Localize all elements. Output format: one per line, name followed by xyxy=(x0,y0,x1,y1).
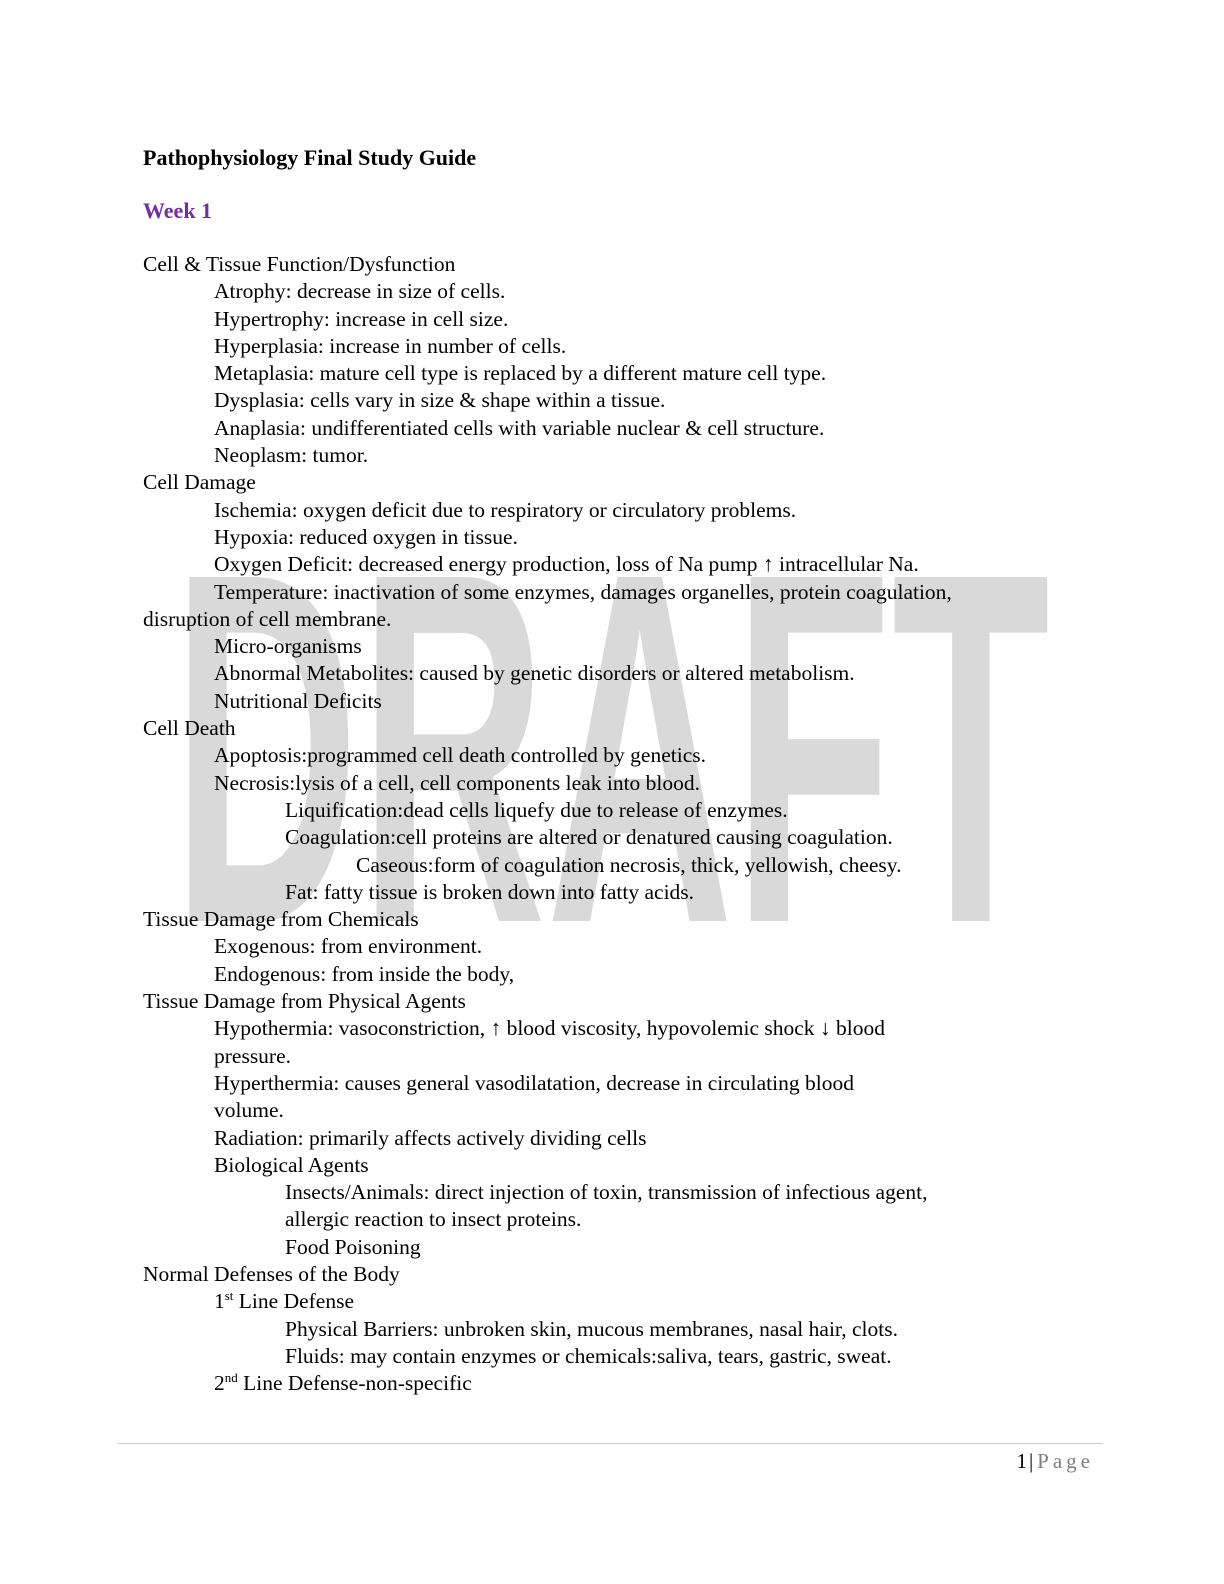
outline-item xyxy=(143,852,1143,879)
ordinal-suffix: nd xyxy=(224,1370,238,1386)
outline-item xyxy=(143,1206,1143,1233)
line-text: pressure. xyxy=(214,1043,292,1068)
outline-item xyxy=(143,688,1143,715)
outline-item xyxy=(143,660,1143,687)
outline-item xyxy=(143,1179,1143,1206)
line-text: Anaplasia: undifferentiated cells with variable nuclear & cell structure. xyxy=(214,415,825,440)
outline-item xyxy=(143,879,1143,906)
line-text-rest: Line Defense-non-specific xyxy=(237,1371,472,1396)
line-text: Normal Defenses of the Body xyxy=(143,1261,400,1286)
topic-heading xyxy=(143,988,1143,1015)
outline-item xyxy=(143,961,1143,988)
line-text: Neoplasm: tumor. xyxy=(214,443,369,468)
outline-item xyxy=(143,579,1143,606)
line-text: Metaplasia: mature cell type is replaced by a different mature cell type. xyxy=(214,361,827,386)
outline-item xyxy=(143,497,1143,524)
draft-watermark-text: DRAFT xyxy=(172,555,1050,935)
line-text: Nutritional Deficits xyxy=(214,688,382,713)
outline-item xyxy=(143,1288,1143,1315)
line-text-rest: Line Defense xyxy=(233,1289,355,1314)
outline-item xyxy=(143,551,1143,578)
line-text: allergic reaction to insect proteins. xyxy=(285,1207,582,1232)
outline-item xyxy=(143,1015,1143,1042)
page-number: 1 xyxy=(1016,1449,1027,1473)
line-text: Endogenous: from inside the body, xyxy=(214,961,515,986)
footer-separator: | xyxy=(1028,1449,1034,1473)
topic-heading xyxy=(143,1261,1143,1288)
line-text: Hypertrophy: increase in cell size. xyxy=(214,306,509,331)
line-text: Tissue Damage from Chemicals xyxy=(143,907,419,932)
topic-heading xyxy=(143,906,1143,933)
line-text: Caseous:form of coagulation necrosis, thick, yellowish, cheesy. xyxy=(356,852,902,877)
outline-item xyxy=(143,524,1143,551)
line-text: Fat: fatty tissue is broken down into fatty acids. xyxy=(285,879,695,904)
outline-item xyxy=(143,415,1143,442)
line-text: disruption of cell membrane. xyxy=(143,606,392,631)
line-text: Tissue Damage from Physical Agents xyxy=(143,989,466,1014)
line-text: 1 xyxy=(214,1289,225,1314)
line-text: Radiation: primarily affects actively dividing cells xyxy=(214,1125,647,1150)
line-text: Coagulation:cell proteins are altered or denatured causing coagulation. xyxy=(285,825,893,850)
topic-heading xyxy=(143,251,1143,278)
outline-item xyxy=(143,633,1143,660)
outline-item xyxy=(143,742,1143,769)
topic-heading xyxy=(143,469,1143,496)
line-text: Cell Damage xyxy=(143,470,256,495)
line-text: volume. xyxy=(214,1098,284,1123)
line-text: Atrophy: decrease in size of cells. xyxy=(214,279,506,304)
line-text: Hyperplasia: increase in number of cells. xyxy=(214,333,567,358)
line-text: Insects/Animals: direct injection of toxin, transmission of infectious agent, xyxy=(285,1180,928,1205)
week-heading: Week 1 xyxy=(143,198,213,223)
line-text: Micro-organisms xyxy=(214,634,362,659)
outline-item xyxy=(143,1370,1143,1397)
outline-item xyxy=(143,442,1143,469)
outline-item xyxy=(143,333,1143,360)
outline-item xyxy=(143,1097,1143,1124)
outline-item xyxy=(143,933,1143,960)
study-guide-body xyxy=(143,251,1143,1397)
outline-item xyxy=(143,360,1143,387)
document-title: Pathophysiology Final Study Guide xyxy=(143,145,477,170)
line-text: Hyperthermia: causes general vasodilatation, decrease in circulating blood xyxy=(214,1070,854,1095)
outline-item xyxy=(143,1316,1143,1343)
line-text: Ischemia: oxygen deficit due to respiratory or circulatory problems. xyxy=(214,497,797,522)
outline-item xyxy=(143,1234,1143,1261)
outline-item xyxy=(143,1343,1143,1370)
outline-item xyxy=(143,1125,1143,1152)
page-label: Page xyxy=(1037,1449,1094,1473)
line-text: Hypoxia: reduced oxygen in tissue. xyxy=(214,524,518,549)
outline-item xyxy=(143,306,1143,333)
outline-item xyxy=(143,770,1143,797)
outline-item xyxy=(143,797,1143,824)
outline-item xyxy=(143,824,1143,851)
line-text: Fluids: may contain enzymes or chemicals:saliva, tears, gastric, sweat. xyxy=(285,1343,892,1368)
line-text: Oxygen Deficit: decreased energy production, loss of Na pump ↑ intracellular Na. xyxy=(214,552,919,577)
line-text: Liquification:dead cells liquefy due to release of enzymes. xyxy=(285,797,788,822)
line-text: Abnormal Metabolites: caused by genetic disorders or altered metabolism. xyxy=(214,661,855,686)
line-text: Cell Death xyxy=(143,716,236,741)
page-footer xyxy=(1016,1447,1094,1475)
line-text: 2 xyxy=(214,1371,225,1396)
topic-heading xyxy=(143,715,1143,742)
line-text: Apoptosis:programmed cell death controlled by genetics. xyxy=(214,743,706,768)
line-text: Hypothermia: vasoconstriction, ↑ blood viscosity, hypovolemic shock ↓ blood xyxy=(214,1016,885,1041)
line-text: Biological Agents xyxy=(214,1152,369,1177)
topic-heading xyxy=(143,606,1143,633)
line-text: Exogenous: from environment. xyxy=(214,934,483,959)
outline-item xyxy=(143,278,1143,305)
ordinal-suffix: st xyxy=(224,1288,234,1304)
line-text: Food Poisoning xyxy=(285,1234,421,1259)
line-text: Dysplasia: cells vary in size & shape within a tissue. xyxy=(214,388,666,413)
outline-item xyxy=(143,1043,1143,1070)
line-text: Temperature: inactivation of some enzymes, damages organelles, protein coagulation, xyxy=(214,579,952,604)
line-text: Physical Barriers: unbroken skin, mucous membranes, nasal hair, clots. xyxy=(285,1316,898,1341)
outline-item xyxy=(143,387,1143,414)
line-text: Cell & Tissue Function/Dysfunction xyxy=(143,252,456,276)
outline-item xyxy=(143,1152,1143,1179)
line-text: Necrosis:lysis of a cell, cell components leak into blood. xyxy=(214,770,701,795)
outline-item xyxy=(143,1070,1143,1097)
footer-rule xyxy=(118,1443,1103,1444)
